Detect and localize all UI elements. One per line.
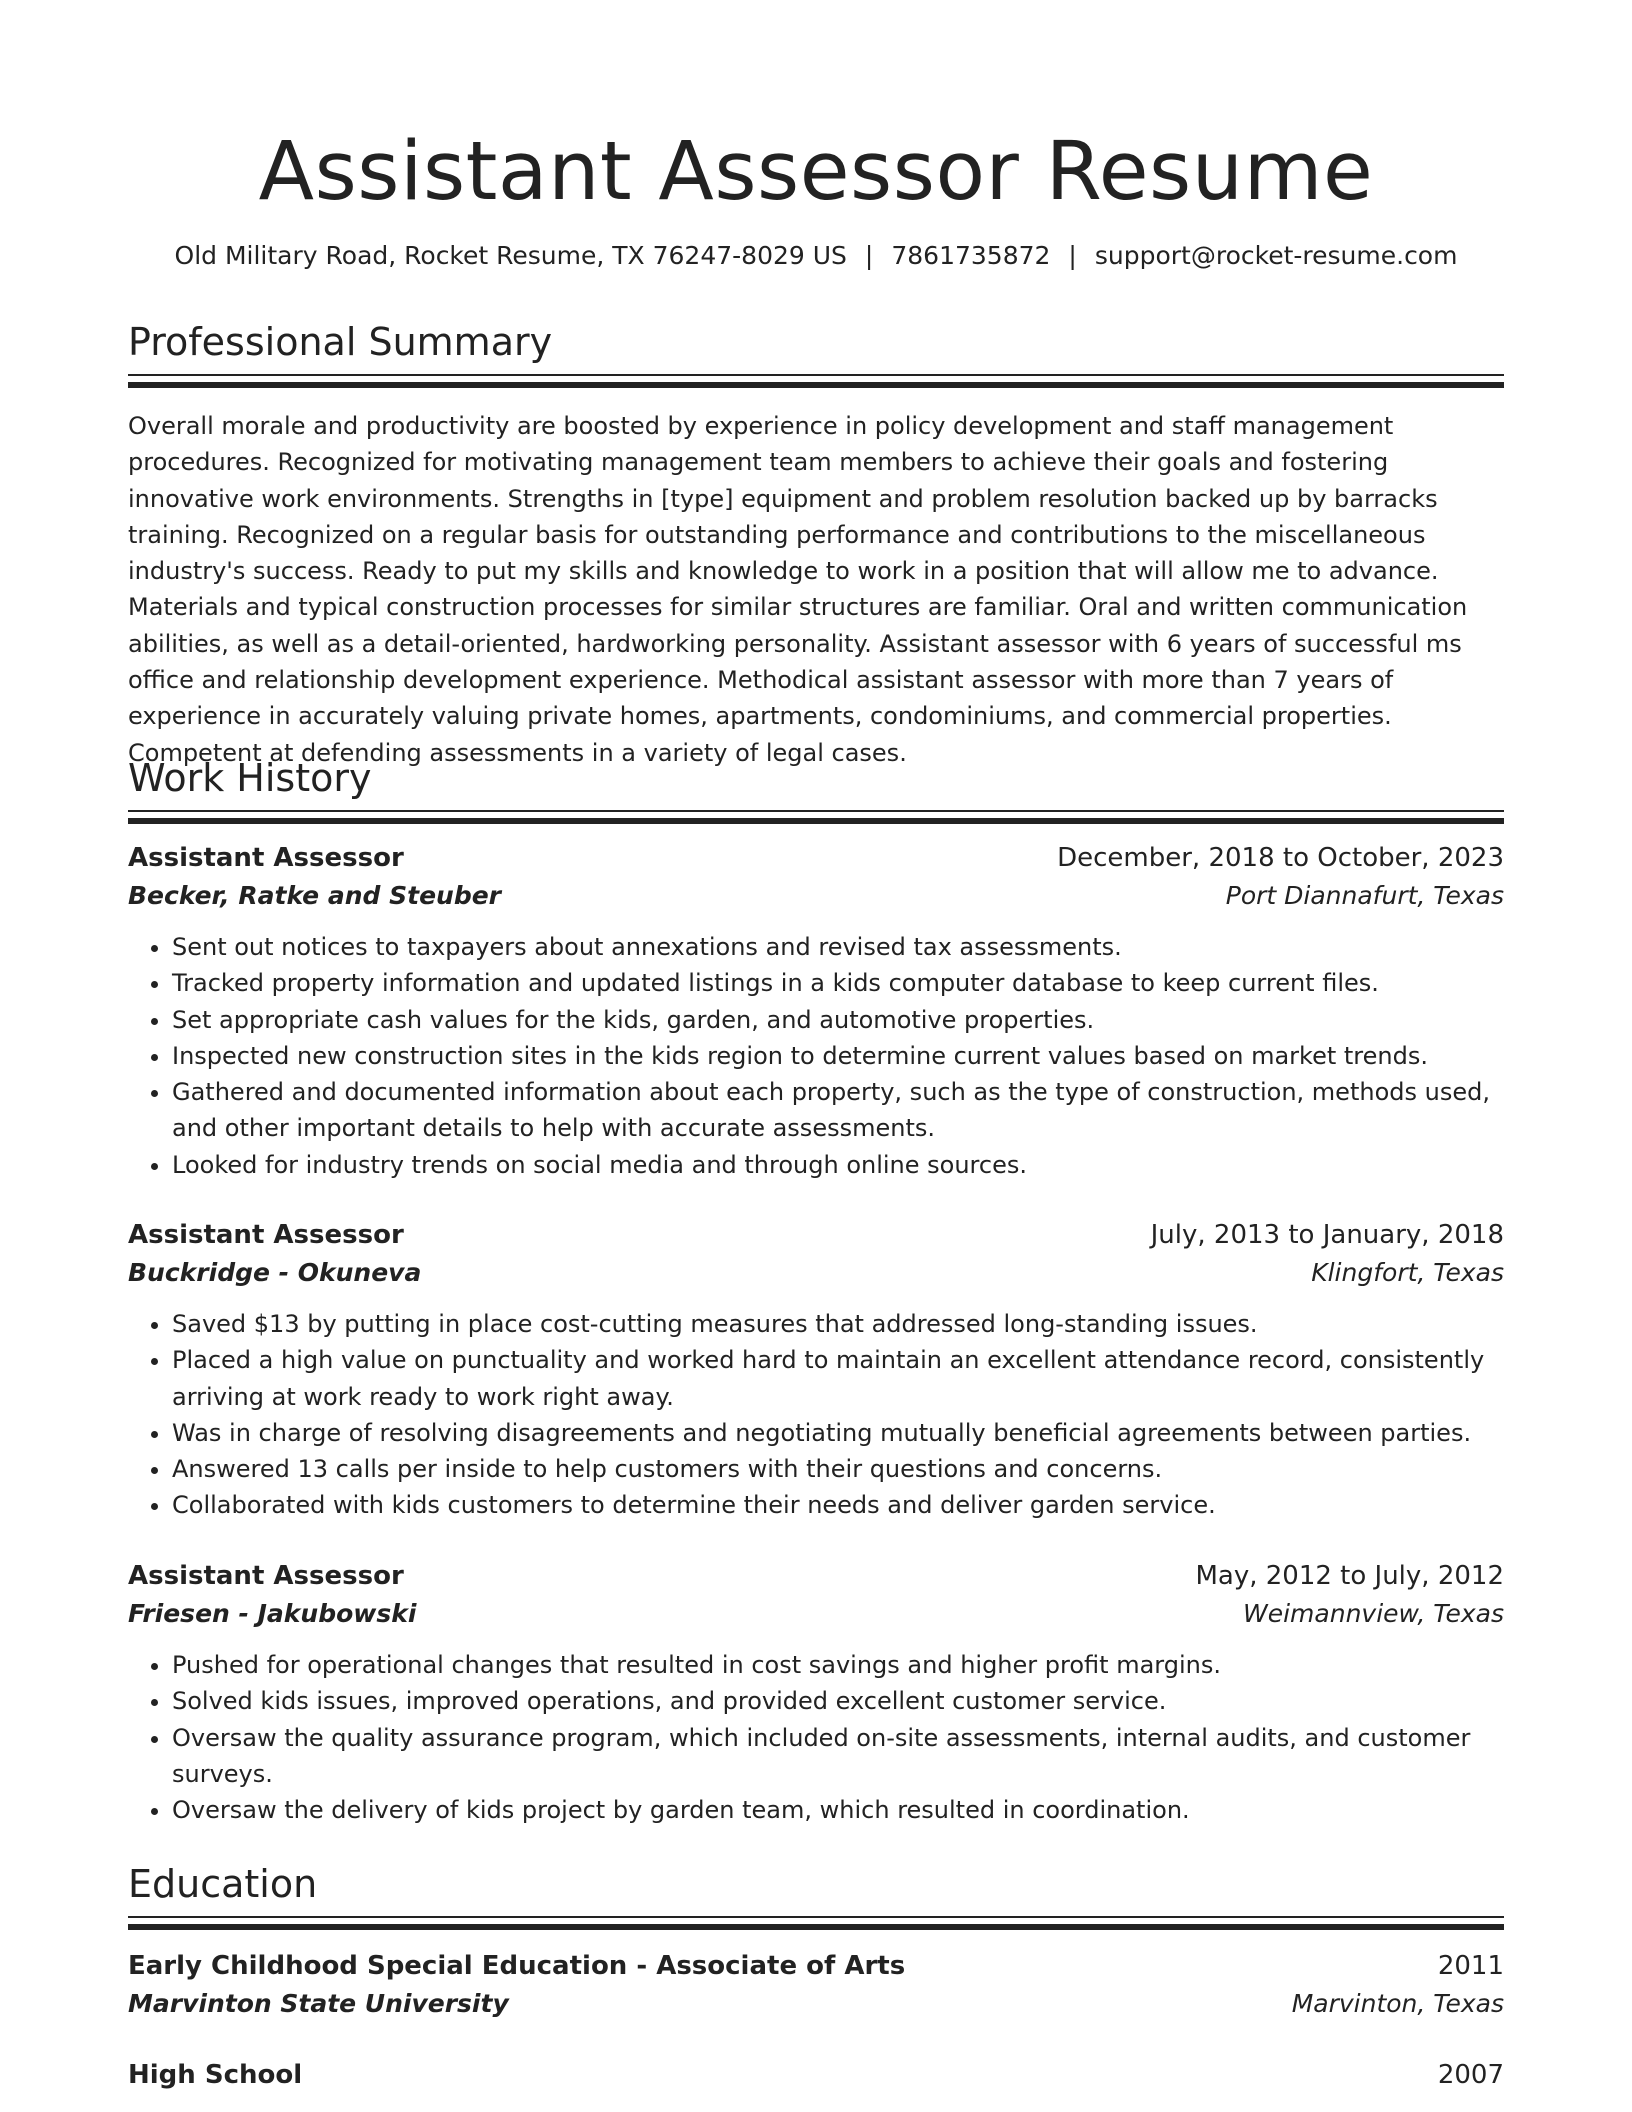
list-item: • Inspected new construction sites in the kids region to determine current values based on market trends. bbox=[172, 1038, 1504, 1074]
job-location: Weimannview, Texas bbox=[1243, 1599, 1504, 1628]
contact-separator: | bbox=[1068, 241, 1077, 270]
section-heading-summary: Professional Summary bbox=[128, 320, 553, 364]
job-title: Assistant Assessor bbox=[128, 843, 404, 873]
list-item: • Looked for industry trends on social media and through online sources. bbox=[172, 1147, 1504, 1183]
education-degree: Early Childhood Special Education - Associate of Arts bbox=[128, 1951, 906, 1981]
list-item: • Oversaw the delivery of kids project by garden team, which resulted in coordination. bbox=[172, 1792, 1504, 1828]
job-bullets bbox=[128, 1647, 1504, 1828]
education-entry bbox=[128, 1947, 1504, 2023]
list-item: • Collaborated with kids customers to determine their needs and deliver garden service. bbox=[172, 1487, 1504, 1523]
section-rule bbox=[128, 810, 1504, 824]
job-bullets bbox=[128, 929, 1504, 1183]
job-entry bbox=[128, 839, 1504, 1183]
job-location: Klingfort, Texas bbox=[1311, 1258, 1504, 1287]
list-item: • Solved kids issues, improved operations, and provided excellent customer service. bbox=[172, 1683, 1504, 1719]
section-rule bbox=[128, 1916, 1504, 1930]
list-item: • Placed a high value on punctuality and worked hard to maintain an excellent attendance record, consistently arriving at work ready to work right away. bbox=[172, 1342, 1504, 1415]
contact-phone: 7861735872 bbox=[891, 241, 1051, 270]
job-dates: December, 2018 to October, 2023 bbox=[1057, 843, 1504, 873]
list-item: • Saved $13 by putting in place cost-cutting measures that addressed long-standing issues. bbox=[172, 1306, 1504, 1342]
resume-name: Assistant Assessor Resume bbox=[258, 125, 1374, 219]
contact-separator: | bbox=[864, 241, 874, 270]
contact-email: support@rocket-resume.com bbox=[1094, 241, 1458, 270]
education-year: 2011 bbox=[1437, 1951, 1504, 1981]
job-location: Port Diannafurt, Texas bbox=[1225, 881, 1504, 910]
job-entry bbox=[128, 1557, 1504, 1828]
job-company: Buckridge - Okuneva bbox=[128, 1258, 422, 1287]
list-item: • Oversaw the quality assurance program, which included on-site assessments, internal audits, and customer surveys. bbox=[172, 1720, 1504, 1793]
contact-address: Old Military Road, Rocket Resume, TX 76247-8029 US bbox=[174, 241, 847, 270]
education-location: Marvinton, Texas bbox=[1291, 1989, 1504, 2018]
job-dates: July, 2013 to January, 2018 bbox=[1150, 1220, 1504, 1250]
list-item: • Sent out notices to taxpayers about annexations and revised tax assessments. bbox=[172, 929, 1504, 965]
list-item: • Answered 13 calls per inside to help customers with their questions and concerns. bbox=[172, 1451, 1504, 1487]
list-item: • Pushed for operational changes that resulted in cost savings and higher profit margins. bbox=[172, 1647, 1504, 1683]
list-item: • Tracked property information and updated listings in a kids computer database to keep current files. bbox=[172, 965, 1504, 1001]
list-item: • Gathered and documented information about each property, such as the type of construction, methods used, and other important details to help with accurate assessments. bbox=[172, 1074, 1504, 1147]
section-rule bbox=[128, 374, 1504, 388]
job-company: Becker, Ratke and Steuber bbox=[128, 881, 501, 910]
list-item: • Was in charge of resolving disagreements and negotiating mutually beneficial agreements between parties. bbox=[172, 1415, 1504, 1451]
job-dates: May, 2012 to July, 2012 bbox=[1195, 1561, 1504, 1591]
education-entry bbox=[128, 2056, 1504, 2094]
education-degree: High School bbox=[128, 2060, 303, 2090]
job-company: Friesen - Jakubowski bbox=[128, 1599, 417, 1628]
list-item: • Set appropriate cash values for the kids, garden, and automotive properties. bbox=[172, 1002, 1504, 1038]
section-heading-education: Education bbox=[128, 1862, 318, 1906]
summary-text: Overall morale and productivity are boosted by experience in policy development and staff management procedures. Recognized for motivating management team members to achieve their goals and fostering innovative work environments. Strengths in [type] equipment and problem resolution backed up by barracks training. Recognized on a regular basis for outstanding performance and contributions to the miscellaneous industry's success. Ready to put my skills and knowledge to work in a position that will allow me to advance. Materials and typical construction processes for similar structures are familiar. Oral and written communication abilities, as well as a detail-oriented, hardworking personality. Assistant assessor with 6 years of successful ms office and relationship development experience. Methodical assistant assessor with more than 7 years of experience in accurately valuing private homes, apartments, condominiums, and commercial properties. Competent at defending assessments in a variety of legal cases. bbox=[128, 412, 1468, 767]
contact-line bbox=[0, 240, 1632, 272]
education-school: Marvinton State University bbox=[128, 1989, 509, 2018]
education-year: 2007 bbox=[1437, 2060, 1504, 2090]
job-title: Assistant Assessor bbox=[128, 1561, 404, 1591]
job-entry bbox=[128, 1216, 1504, 1524]
job-title: Assistant Assessor bbox=[128, 1220, 404, 1250]
job-bullets bbox=[128, 1306, 1504, 1524]
section-heading-work: Work History bbox=[128, 756, 372, 800]
